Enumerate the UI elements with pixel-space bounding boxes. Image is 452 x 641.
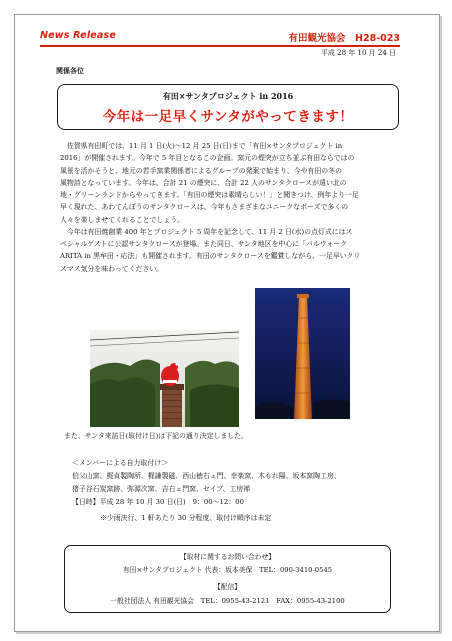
- addressee: 関係各位: [56, 66, 84, 75]
- body-text: [60, 140, 394, 275]
- p1-line: 人々を楽しませてくれることでしょう。: [60, 215, 185, 224]
- schedule-line: 【日時】平成 28 年 10 月 30 日(日) 9：00～12：00: [72, 498, 244, 506]
- contact-box: [64, 545, 391, 613]
- p1-line: 2016」が開催されます。今年で 5 年目となるこの企画。窯元の煙突が立ち並ぶ有田ならではの: [60, 154, 355, 163]
- letterhead: [40, 30, 400, 44]
- lit-chimney-photo: [255, 288, 350, 419]
- release-date: 平成 28 年 10 月 24 日: [320, 49, 396, 57]
- schedule-note: ※少雨決行、1 軒あたり 30 分程度、取付け順序は未定: [100, 514, 272, 522]
- p2-line: ペシャルゲストに公認サンタクロースが登場。また同日、サンタ地区を中心に「バルウォーク: [60, 240, 347, 248]
- distributor-line: 一般社団法人 有田観光協会 TEL：0955-43-2121 FAX：0955-43-2100: [110, 597, 345, 605]
- visit-date-note: また、サンタ来訪日(取付け日)は下記の通り決定しました。: [64, 432, 248, 440]
- members-line: 猪子谷石炭窯跡、弥源次窯、吉右ェ門窯、セイブ、工房禅: [72, 484, 251, 493]
- news-release-label: News Release: [40, 30, 117, 41]
- header-rule: [40, 45, 400, 47]
- distribution-heading: 【配信】: [213, 583, 242, 591]
- members-list: [72, 470, 392, 495]
- p1-line: 早く現れた、あわてんぼうのサンタクロースは、今年もさまざまなユニークなポーズで多くの: [60, 203, 349, 212]
- p2-line: スマス気分を味わってください。: [60, 264, 164, 273]
- p1-line: 風景を活かそうと、地元の若手窯業関係者によるグループの発案で始まり、今や有田の冬の: [60, 166, 342, 175]
- members-heading: ＜メンバーによる自力取付け＞: [72, 459, 168, 467]
- p1-line: 地・グリーンランドからやってきます。「有田の煙突は素晴らしい！」と聞きつけ、例年より一足: [60, 191, 359, 199]
- paragraph-1: [60, 140, 394, 226]
- members-line: 伯父山窯、梶貞製陶所、梶謙製磁、西山徳右ェ門、幸楽窯、木もれ陽、坂本窯陶工房、: [72, 472, 341, 480]
- p1-line: 風物詩となっています。今年は、合計 21 の煙突に、合計 22 人のサンタクロースが遠い北の: [60, 178, 347, 187]
- santa-chimney-photo: [90, 330, 239, 427]
- headline: 今年は一足早くサンタがやってきます！: [102, 109, 354, 125]
- p2-line: 今年は有田焼創業 400 年とプロジェクト 5 周年を記念して、11 月 2 日(水)の点灯式にはス: [67, 227, 353, 236]
- p2-line: ARITA in 黒牟田・応法」も開催されます。有田のサンタクロースを鑑賞しながら、一足早いクリ: [60, 252, 361, 261]
- release-number: 有田観光協会 H28-023: [288, 33, 400, 44]
- press-contact-line: 有田×サンタプロジェクト 代表：坂本美保 TEL：090-3410-0545: [122, 566, 333, 574]
- press-inquiry-heading: 【取材に関するお問い合わせ】: [179, 553, 276, 561]
- p1-line: 佐賀県有田町では、11 月 1 日(火)～12 月 25 日(日)まで「有田×サンタプロジェクト in: [67, 142, 343, 150]
- project-subtitle: 有田×サンタプロジェクト in 2016: [162, 91, 294, 101]
- title-box: [57, 84, 399, 130]
- paragraph-2: [60, 226, 394, 275]
